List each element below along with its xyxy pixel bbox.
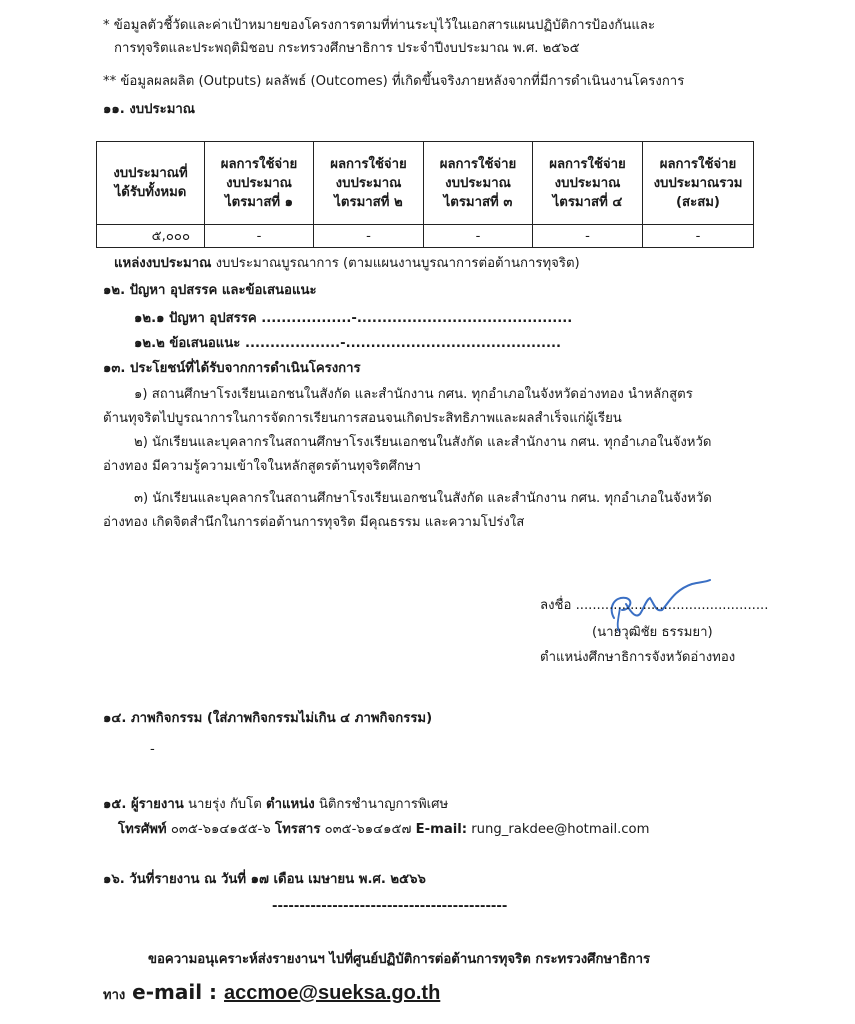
section-12-heading: ๑๒. ปัญหา อุปสรรค และข้อเสนอแนะ [103,283,317,298]
budget-table-header-row [97,142,754,225]
benefit-3-line-2: อ่างทอง เกิดจิตสำนึกในการต่อต้านการทุจริต มีคุณธรรม และความโปร่งใส [103,515,525,530]
section-16-report-date: ๑๖. วันที่รายงาน ณ วันที่ ๑๗ เดือน เมษายน พ.ศ. ๒๕๖๖ [103,872,426,887]
cell-q2: - [314,225,424,248]
section-14-value: - [150,742,155,757]
cell-q1: - [205,225,314,248]
cell-total-budget: ๕,๐๐๐ [97,225,205,248]
cell-q4: - [533,225,643,248]
header-q2-spending: ผลการใช้จ่าย งบประมาณ ไตรมาสที่ ๒ [314,142,424,225]
reporter-position: นิติกรชำนาญการพิเศษ [314,797,449,812]
budget-source-value: งบประมาณบูรณาการ (ตามแผนงานบูรณาการต่อต้านการทุจริต) [211,256,580,271]
fax-number: ๐๓๕-๖๑๔๑๕๗ [320,822,416,837]
footer-email-line [103,978,440,1010]
note-outputs-outcomes: ** ข้อมูลผลผลิต (Outputs) ผลลัพธ์ (Outcomes) ที่เกิดขึ้นจริงภายหลังจากที่มีการดำเนินงานโครงการ [103,74,685,89]
signatory-name: (นายวุฒิชัย ธรรมยา) [592,625,713,640]
header-cumulative-spending: ผลการใช้จ่าย งบประมาณรวม (สะสม) [643,142,754,225]
footer-email-link[interactable]: accmoe@sueksa.go.th [224,982,441,1004]
budget-source-label: แหล่งงบประมาณ [114,256,212,271]
fax-label: โทรสาร [275,822,321,837]
benefit-1-line-1: ๑) สถานศึกษาโรงเรียนเอกชนในสังกัด และสำนักงาน กศน. ทุกอำเภอในจังหวัดอ่างทอง นำหลักสูตร [134,387,693,402]
budget-table [96,141,754,248]
budget-table-row [97,225,754,248]
separator-line: ------------------------------------------- [272,899,508,914]
footer-request: ขอความอนุเคราะห์ส่งรายงานฯ ไปที่ศูนย์ปฏิบัติการต่อต้านการทุจริต กระทรวงศึกษาธิการ [148,952,651,967]
note-indicator-source-cont: การทุจริตและประพฤติมิชอบ กระทรวงศึกษาธิการ ประจำปีงบประมาณ พ.ศ. ๒๕๖๕ [114,41,580,56]
cell-cumulative: - [643,225,754,248]
benefit-2-line-1: ๒) นักเรียนและบุคลากรในสถานศึกษาโรงเรียนเอกชนในสังกัด และสำนักงาน กศน. ทุกอำเภอในจังหวัด [134,435,712,450]
note-indicator-source: * ข้อมูลตัวชี้วัดและค่าเป้าหมายของโครงการตามที่ท่านระบุไว้ในเอกสารแผนปฏิบัติการป้องกันและ [103,18,656,33]
cell-q3: - [424,225,533,248]
email-label: E-mail: [415,822,468,837]
benefit-2-line-2: อ่างทอง มีความรู้ความเข้าใจในหลักสูตรต้านทุจริตศึกษา [103,459,421,474]
reporter-name: นายรุ่ง กับโต [183,797,267,812]
reporter-label: ๑๕. ผู้รายงาน [103,797,184,812]
budget-source [114,255,580,273]
header-q1-spending: ผลการใช้จ่าย งบประมาณ ไตรมาสที่ ๑ [205,142,314,225]
section-15-contact [118,821,649,839]
header-q4-spending: ผลการใช้จ่าย งบประมาณ ไตรมาสที่ ๔ [533,142,643,225]
header-q3-spending: ผลการใช้จ่าย งบประมาณ ไตรมาสที่ ๓ [424,142,533,225]
benefit-1-line-2: ต้านทุจริตไปบูรณาการในการจัดการเรียนการสอนจนเกิดประสิทธิภาพและผลสำเร็จแก่ผู้เรียน [103,411,622,426]
benefit-3-line-1: ๓) นักเรียนและบุคลากรในสถานศึกษาโรงเรียนเอกชนในสังกัด และสำนักงาน กศน. ทุกอำเภอในจังหวัด [134,491,712,506]
signatory-position: ตำแหน่งศึกษาธิการจังหวัดอ่างทอง [540,650,736,665]
phone-number: ๐๓๕-๖๑๔๑๕๕-๖ [166,822,275,837]
reporter-position-label: ตำแหน่ง [266,797,315,812]
section-11-heading: ๑๑. งบประมาณ [103,102,196,117]
section-13-heading: ๑๓. ประโยชน์ที่ได้รับจากการดำเนินโครงการ [103,361,361,376]
header-total-budget: งบประมาณที่ ได้รับทั้งหมด [97,142,205,225]
signature-line: ลงชื่อ .............................................. [540,598,769,613]
section-12-2-suggestions: ๑๒.๒ ข้อเสนอแนะ ...................-........................................... [134,336,562,351]
section-15-reporter [103,796,448,814]
footer-via: ทาง [103,988,126,1003]
footer-email-label: e-mail : [125,980,225,1004]
section-14-heading: ๑๔. ภาพกิจกรรม (ใส่ภาพกิจกรรมไม่เกิน ๔ ภาพกิจกรรม) [103,711,433,726]
section-12-1-problems: ๑๒.๑ ปัญหา อุปสรรค ..................-........................................... [134,311,573,326]
reporter-email[interactable]: rung_rakdee@hotmail.com [467,822,650,837]
phone-label: โทรศัพท์ [118,822,167,837]
